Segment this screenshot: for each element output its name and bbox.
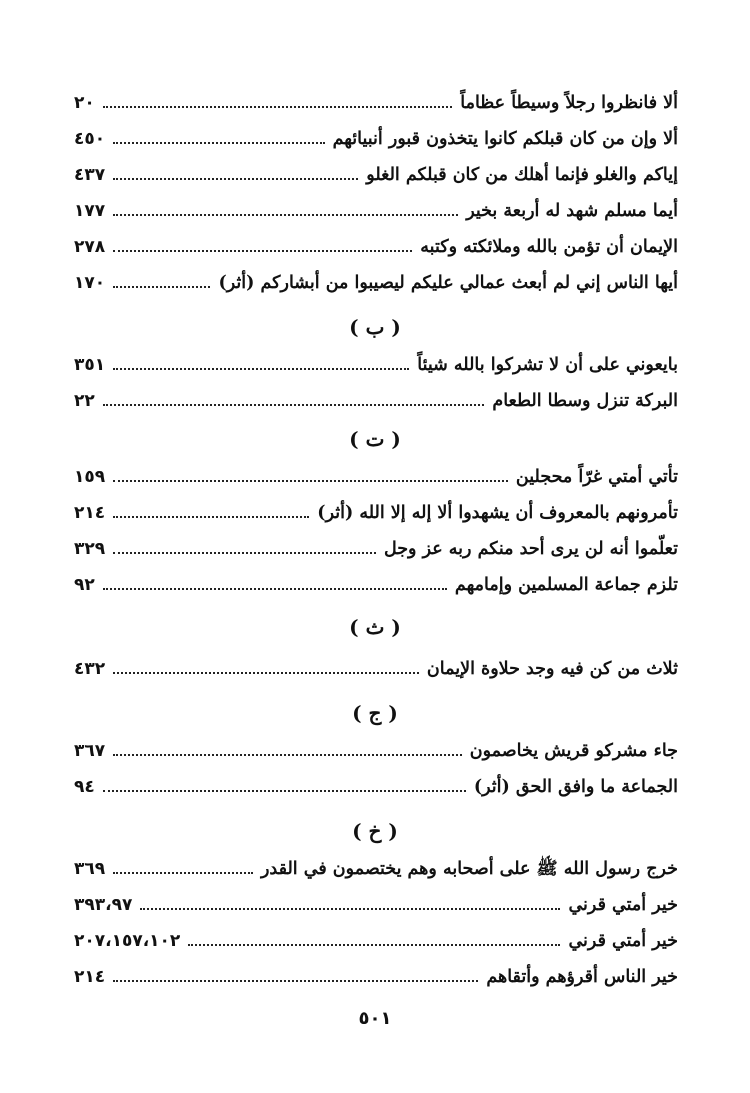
dot-leader — [113, 250, 412, 252]
dot-leader — [113, 672, 419, 674]
index-entry — [74, 532, 678, 562]
entry-page: ١٧٧ — [74, 201, 106, 221]
section-heading-jim: ( ج ) — [352, 701, 398, 725]
index-entry — [74, 652, 678, 682]
dot-leader — [113, 516, 309, 518]
entry-page: ٣٦٩ — [74, 859, 106, 879]
entry-page: ٢٧٨ — [74, 237, 106, 257]
dot-leader — [113, 552, 376, 554]
entry-text: تعلّموا أنه لن يرى أحد منكم ربه عز وجل — [383, 539, 678, 559]
dot-leader — [113, 480, 508, 482]
entry-text: خير الناس أقرؤهم وأتقاهم — [486, 967, 678, 987]
section-heading-tha: ( ث ) — [349, 615, 401, 639]
entry-page: ٣٩٣،٩٧ — [74, 895, 133, 915]
index-entry — [74, 924, 678, 954]
dot-leader — [113, 178, 358, 180]
dot-leader — [103, 404, 485, 406]
dot-leader — [113, 214, 458, 216]
index-entry — [74, 384, 678, 414]
entry-page: ٩٤ — [74, 777, 95, 797]
entry-text: تأمرونهم بالمعروف أن يشهدوا ألا إله إلا الله (أثر) — [317, 503, 678, 523]
index-entry — [74, 348, 678, 378]
entry-text: خرج رسول الله ﷺ على أصحابه وهم يختصمون في القدر — [260, 859, 678, 879]
entry-page: ٢١٤ — [74, 503, 106, 523]
dot-leader — [113, 980, 478, 982]
dot-leader — [113, 286, 210, 288]
entry-text: الإيمان أن تؤمن بالله وملائكته وكتبه — [420, 237, 678, 257]
section-heading-ba: ( ب ) — [349, 315, 401, 339]
dot-leader — [188, 944, 560, 946]
entry-page: ٢٢ — [74, 391, 95, 411]
dot-leader — [103, 790, 466, 792]
entry-text: إياكم والغلو فإنما أهلك من كان قبلكم الغلو — [366, 165, 678, 185]
dot-leader — [103, 588, 447, 590]
entry-text: جاء مشركو قريش يخاصمون — [469, 741, 678, 761]
entry-page: ١٥٩ — [74, 467, 106, 487]
index-entry — [74, 122, 678, 152]
index-entry — [74, 734, 678, 764]
entry-page: ٤٣٢ — [74, 659, 106, 679]
entry-page: ٤٥٠ — [74, 129, 106, 149]
dot-leader — [113, 368, 409, 370]
dot-leader — [113, 142, 324, 144]
section-heading-kha: ( خ ) — [352, 819, 398, 843]
entry-text: أيها الناس إني لم أبعث عمالي عليكم ليصيبوا من أبشاركم (أثر) — [218, 273, 678, 293]
index-entry — [74, 460, 678, 490]
index-entry — [74, 194, 678, 224]
entry-text: أيما مسلم شهد له أربعة بخير — [466, 201, 678, 221]
entry-text: ألا وإن من كان قبلكم كانوا يتخذون قبور أنبيائهم — [332, 129, 678, 149]
entry-page: ٤٣٧ — [74, 165, 106, 185]
index-entry — [74, 960, 678, 990]
index-entry — [74, 496, 678, 526]
dot-leader — [103, 106, 453, 108]
index-entry — [74, 770, 678, 800]
entry-text: الجماعة ما وافق الحق (أثر) — [473, 777, 678, 797]
entry-page: ٢١٤ — [74, 967, 106, 987]
entry-text: تأتي أمتي غرّاً محجلين — [515, 467, 678, 487]
entry-text: ألا فانظروا رجلاً وسيطاً عظاماً — [460, 93, 678, 113]
index-entry — [74, 86, 678, 116]
entry-text: ثلاث من كن فيه وجد حلاوة الإيمان — [426, 659, 678, 679]
dot-leader — [113, 872, 253, 874]
index-entry — [74, 266, 678, 296]
index-entry — [74, 852, 678, 882]
entry-text: بايعوني على أن لا تشركوا بالله شيئاً — [417, 355, 678, 375]
index-entry — [74, 888, 678, 918]
entry-page: ٣٢٩ — [74, 539, 106, 559]
entry-text: خير أمتي قرني — [568, 895, 678, 915]
entry-page: ٢٠٧،١٥٧،١٠٢ — [74, 931, 181, 951]
section-heading-ta: ( ت ) — [349, 427, 401, 451]
entry-page: ٣٥١ — [74, 355, 106, 375]
entry-page: ١٧٠ — [74, 273, 106, 293]
entry-page: ٢٠ — [74, 93, 95, 113]
entry-page: ٣٦٧ — [74, 741, 106, 761]
dot-leader — [140, 908, 560, 910]
page-number: ٥٠١ — [358, 1008, 392, 1029]
entry-text: البركة تنزل وسطا الطعام — [492, 391, 678, 411]
index-entry — [74, 158, 678, 188]
entry-text: تلزم جماعة المسلمين وإمامهم — [454, 575, 678, 595]
entry-page: ٩٢ — [74, 575, 95, 595]
entry-text: خير أمتي قرني — [568, 931, 678, 951]
dot-leader — [113, 754, 462, 756]
index-entry — [74, 568, 678, 598]
index-entry — [74, 230, 678, 260]
